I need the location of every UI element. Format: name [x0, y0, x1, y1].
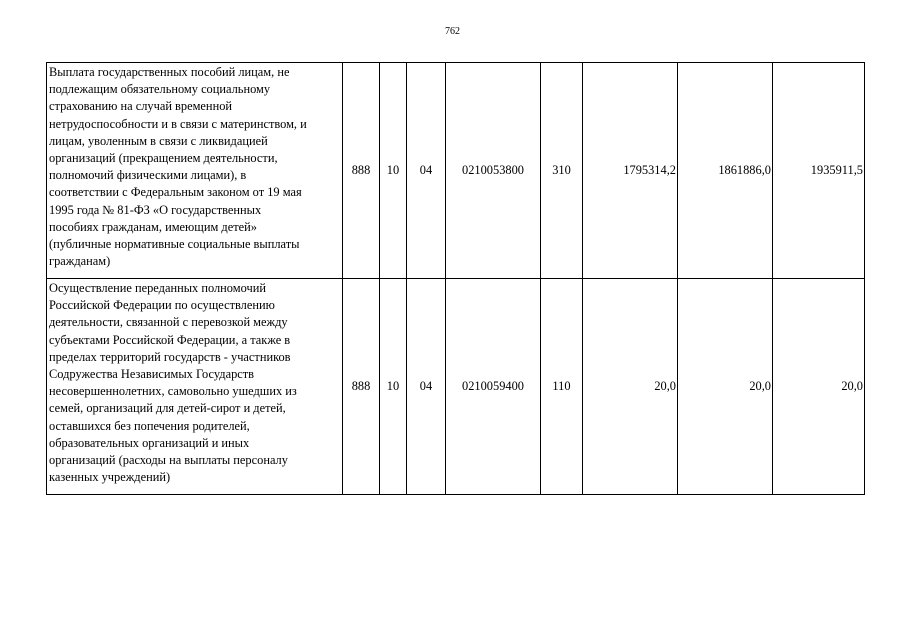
description-line: гражданам) [49, 254, 111, 269]
section-code-cell: 10 [380, 63, 407, 279]
budget-table [46, 62, 865, 495]
description-line: страхованию на случай временной [49, 99, 233, 114]
page-number: 762 [445, 26, 460, 37]
amount-2-cell: 20,0 [678, 279, 773, 495]
target-article-cell: 0210053800 [446, 63, 541, 279]
description-line: соответствии с Федеральным законом от 19 мая [49, 185, 302, 200]
ministry-code-cell: 888 [343, 63, 380, 279]
description-line: полномочий физическими лицами), в [49, 168, 247, 183]
description-line: несовершеннолетних, самовольно ушедших из [49, 384, 297, 399]
description-line: Российской Федерации по осуществлению [49, 298, 275, 313]
description-line: подлежащим обязательному социальному [49, 82, 271, 97]
subsection-code-cell: 04 [407, 279, 446, 495]
description-line: Выплата государственных пособий лицам, не [49, 65, 290, 79]
table-row [47, 279, 865, 495]
table-row [47, 63, 865, 279]
description-line: (публичные нормативные социальные выплаты [49, 237, 300, 252]
description-line: 1995 года № 81-ФЗ «О государственных [49, 202, 262, 217]
description-line: образовательных организаций и иных [49, 435, 250, 450]
description-line: организаций (прекращением деятельности, [49, 151, 278, 166]
row-description [47, 279, 343, 495]
description-line: Содружества Независимых Государств [49, 367, 255, 382]
description-line: лицам, уволенным в связи с ликвидацией [49, 133, 268, 148]
target-article-cell: 0210059400 [446, 279, 541, 495]
ministry-code-cell: 888 [343, 279, 380, 495]
description-line: субъектами Российской Федерации, а также в [49, 332, 291, 347]
description-line: казенных учреждений) [49, 470, 171, 485]
expense-type-cell: 110 [541, 279, 583, 495]
description-line: Осуществление переданных полномочий [49, 281, 266, 295]
expense-type-cell: 310 [541, 63, 583, 279]
description-line: оставшихся без попечения родителей, [49, 418, 250, 433]
description-line: деятельности, связанной с перевозкой между [49, 315, 288, 330]
amount-3-cell: 20,0 [773, 279, 865, 495]
section-code-cell: 10 [380, 279, 407, 495]
description-line: семей, организаций для детей-сирот и детей, [49, 401, 286, 416]
amount-1-cell: 20,0 [583, 279, 678, 495]
subsection-code-cell: 04 [407, 63, 446, 279]
description-line: организаций (расходы на выплаты персоналу [49, 453, 288, 468]
description-line: пособиях гражданам, имеющим детей» [49, 219, 257, 234]
amount-1-cell: 1795314,2 [583, 63, 678, 279]
amount-2-cell: 1861886,0 [678, 63, 773, 279]
amount-3-cell: 1935911,5 [773, 63, 865, 279]
row-description [47, 63, 343, 279]
description-line: нетрудоспособности и в связи с материнством, и [49, 116, 307, 131]
description-line: пределах территорий государств - участников [49, 349, 291, 364]
